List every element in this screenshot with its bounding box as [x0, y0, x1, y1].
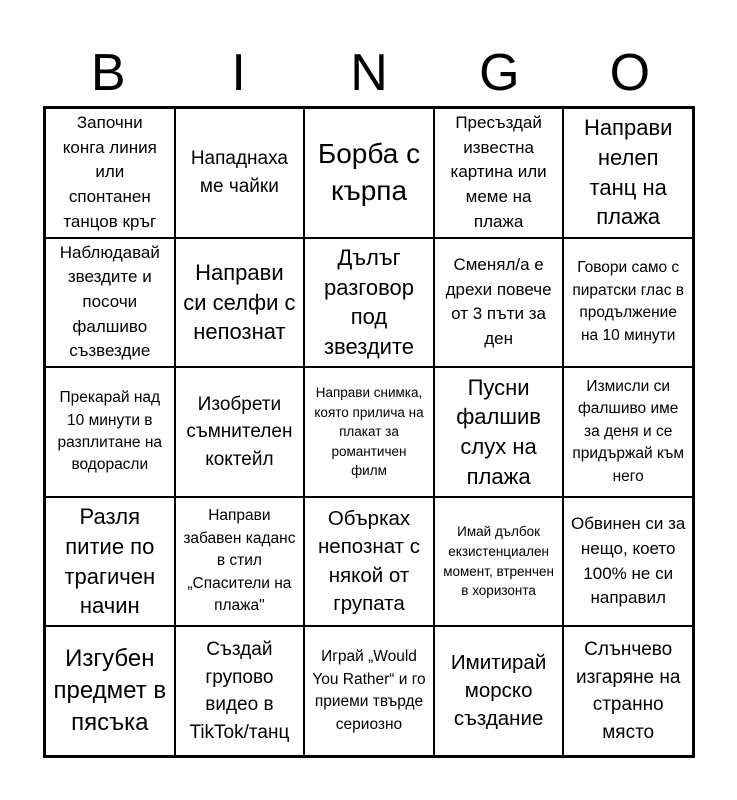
cell-text: Имай дълбок екзистенциален момент, втренчен в хоризонта	[443, 524, 554, 599]
cell-text: Сменял/а е дрехи повече от 3 пъти за ден	[445, 255, 552, 349]
cell-text: Дълъг разговор под звездите	[323, 245, 415, 360]
bingo-cell[interactable]	[304, 108, 434, 238]
bingo-cell[interactable]	[563, 108, 693, 238]
cell-text: Започни конга линия или спонтанен танцов кръг	[62, 113, 157, 231]
bingo-cell[interactable]	[45, 497, 175, 627]
bingo-cell[interactable]	[563, 626, 693, 756]
cell-text: Пусни фалшив слух на плажа	[456, 374, 541, 489]
bingo-cell[interactable]	[434, 626, 564, 756]
cell-text: Играй „Would You Rather“ и го приеми твърде сериозно	[312, 648, 426, 733]
bingo-cell[interactable]	[175, 497, 305, 627]
bingo-cell[interactable]	[304, 626, 434, 756]
cell-text: Разля питие по трагичен начин	[64, 504, 156, 619]
cell-text: Направи забавен каданс в стил „Спасители на плажа"	[183, 507, 296, 615]
bingo-header	[43, 40, 695, 106]
bingo-cell[interactable]	[304, 367, 434, 497]
header-letter-o: O	[609, 44, 651, 102]
bingo-cell[interactable]	[563, 238, 693, 368]
bingo-cell[interactable]	[563, 497, 693, 627]
bingo-cell[interactable]	[175, 108, 305, 238]
cell-text: Имитирай морско създание	[450, 650, 547, 731]
cell-text: Прекарай над 10 минути в разплитане на водорасли	[57, 389, 163, 474]
bingo-cell[interactable]	[45, 108, 175, 238]
bingo-cell[interactable]	[304, 238, 434, 368]
cell-text: Слънчево изгаряне на странно място	[575, 639, 681, 743]
bingo-cell[interactable]	[434, 367, 564, 497]
cell-text: Наблюдавай звездите и посочи фалшиво съзвездие	[59, 242, 160, 361]
cell-text: Борба с кърпа	[317, 137, 421, 206]
header-letter-i: I	[231, 44, 246, 102]
header-letter-b: B	[90, 44, 126, 102]
cell-text: Направи нелеп танц на плажа	[583, 115, 673, 230]
header-letter-g: G	[479, 44, 520, 102]
header-letter-n: N	[350, 44, 388, 102]
cell-text: Изгубен предмет в пясъка	[53, 644, 167, 737]
cell-text: Направи си селфи с непознат	[183, 259, 296, 345]
bingo-cell[interactable]	[434, 238, 564, 368]
cell-text: Направи снимка, която прилича на плакат за романтичен филм	[314, 385, 424, 479]
cell-text: Създай групово видео в TikTok/танц	[189, 639, 290, 743]
bingo-cell[interactable]	[563, 367, 693, 497]
cell-text: Обвинен си за нещо, което 100% не си направил	[570, 514, 686, 608]
cell-text: Говори само с пиратски глас в продължение на 10 минути	[572, 259, 685, 344]
cell-text: Обърках непознат с някой от групата	[317, 507, 420, 615]
cell-text: Измисли си фалшиво име за деня и се придържай към него	[572, 377, 685, 485]
bingo-cell[interactable]	[434, 108, 564, 238]
cell-text: Нападнаха ме чайки	[190, 148, 288, 197]
bingo-cell[interactable]	[45, 367, 175, 497]
bingo-cell[interactable]	[304, 497, 434, 627]
cell-text: Пресъздай известна картина или меме на плажа	[450, 113, 547, 231]
bingo-cell[interactable]	[175, 238, 305, 368]
bingo-cell[interactable]	[175, 367, 305, 497]
cell-text: Изобрети съмнителен коктейл	[186, 393, 293, 470]
bingo-cell[interactable]	[175, 626, 305, 756]
bingo-cell[interactable]	[434, 497, 564, 627]
bingo-cell[interactable]	[45, 238, 175, 368]
bingo-board	[43, 106, 695, 758]
bingo-cell[interactable]	[45, 626, 175, 756]
